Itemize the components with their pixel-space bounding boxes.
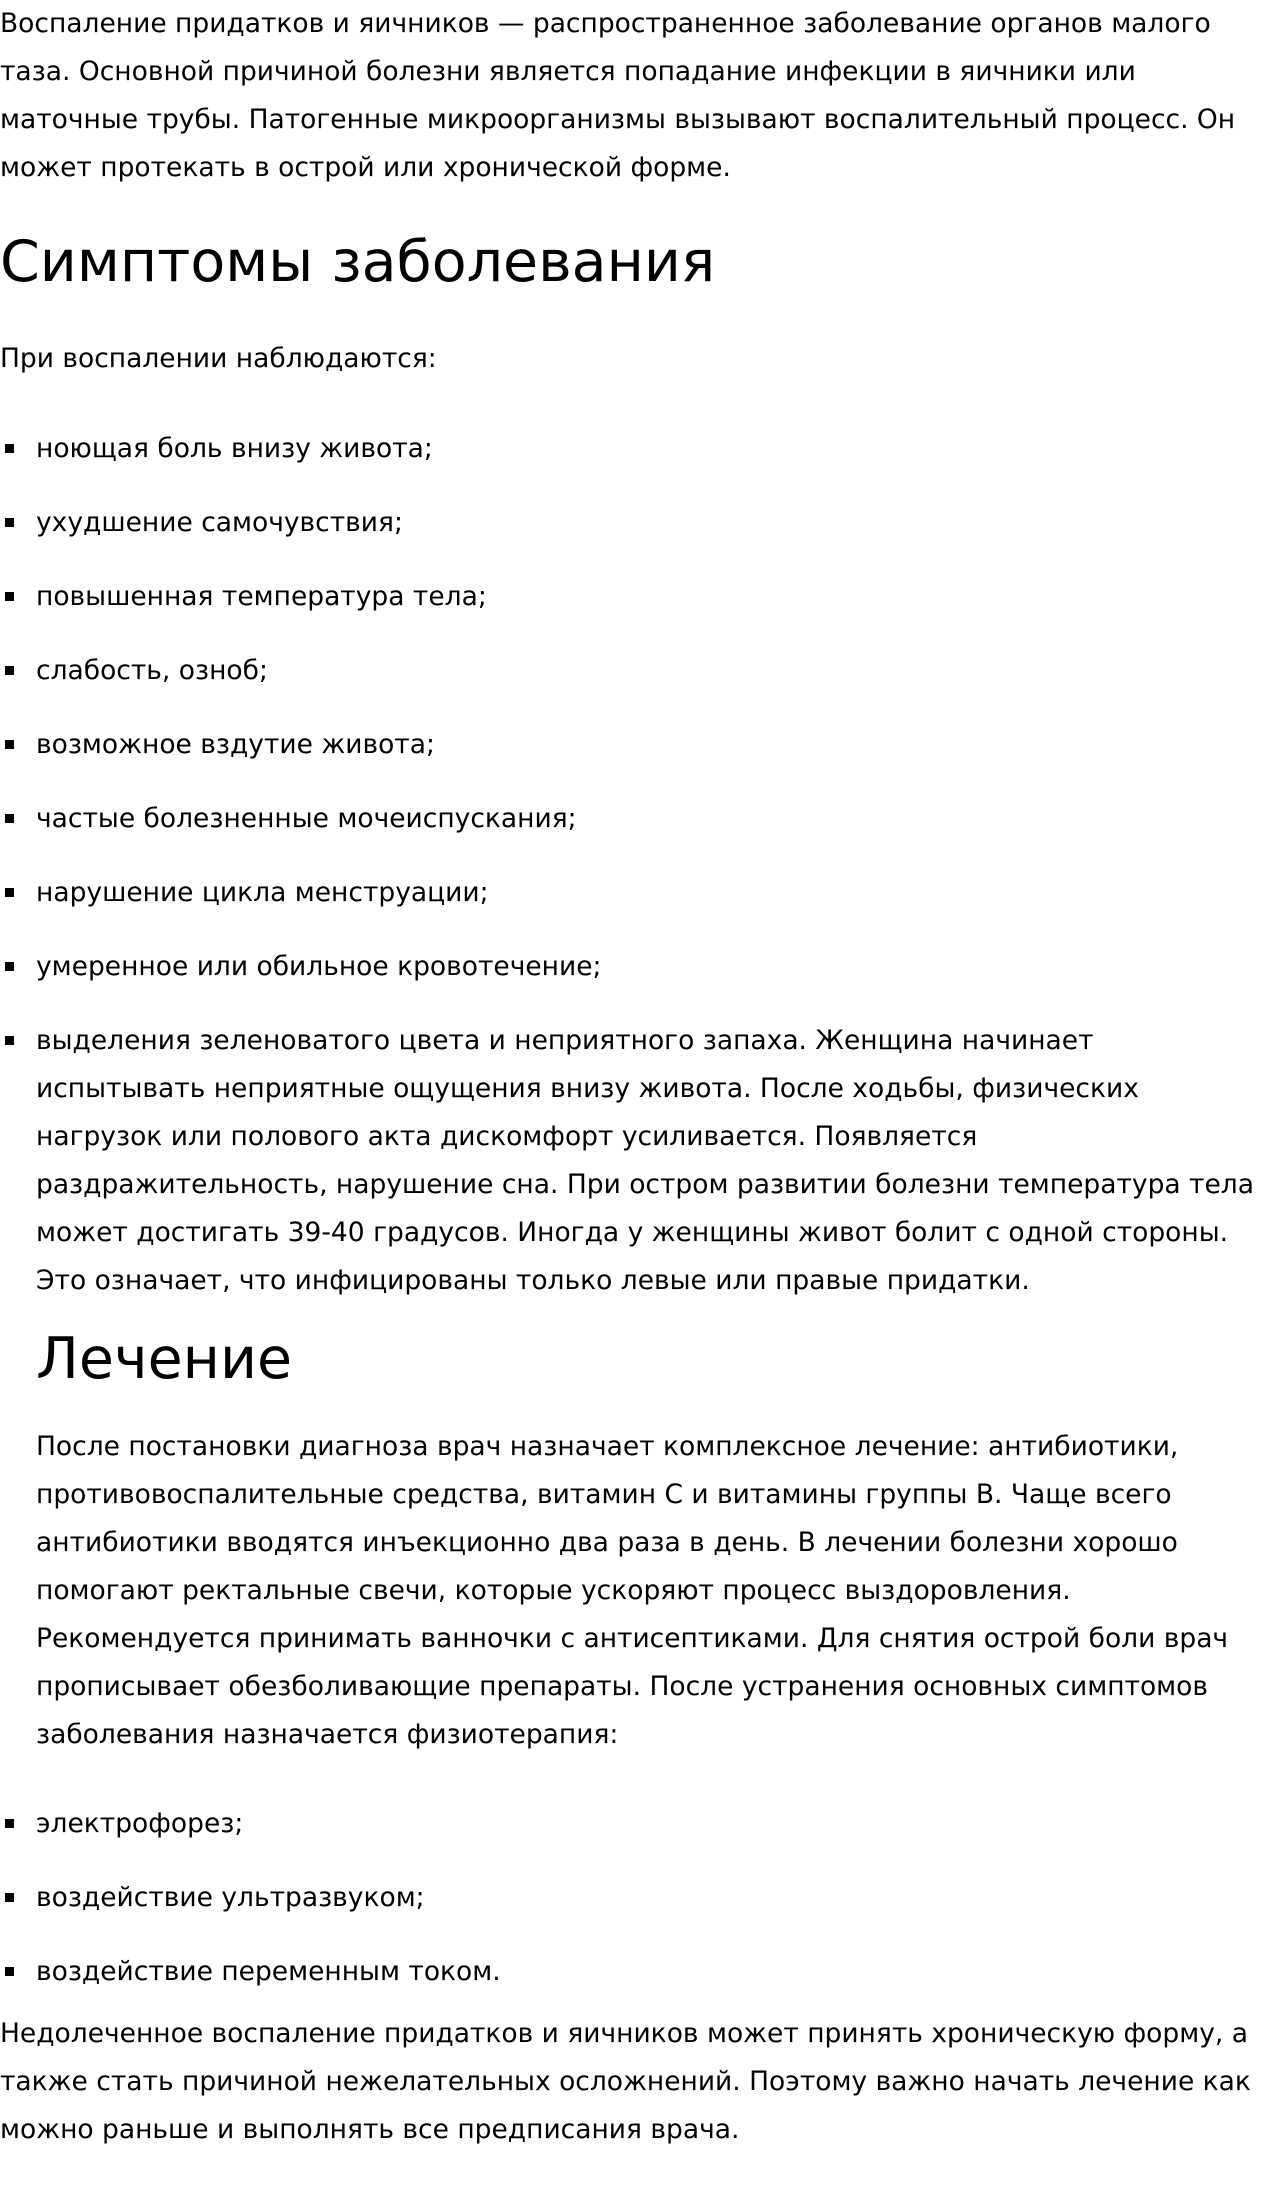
list-item <box>0 943 1270 991</box>
list-item-text: выделения зеленоватого цвета и неприятного запаха. Женщина начинает испытывать неприятные ощущения внизу живота. После ходьбы, физических нагрузок или полового акта дискомфорт усиливается. Появляется раздражительность, нарушение сна. При остром развитии болезни температура тела может достигать 39-40 градусов. Иногда у женщины живот болит с одной стороны. Это означает, что инфицированы только левые или правые придатки. <box>36 1025 1254 1296</box>
list-item-text: электрофорез; <box>36 1808 244 1839</box>
treatment-paragraph: После постановки диагноза врач назначает комплексное лечение: антибиотики, противовоспалительные средства, витамин С и витамины группы В. Чаще всего антибиотики вводятся инъекционно два раза в день. В лечении болезни хорошо помогают ректальные свечи, которые ускоряют процесс выздоровления. Рекомендуется принимать ванночки с антисептиками. Для снятия острой боли врач прописывает обезболивающие препараты. После устранения основных симптомов заболевания назначается физиотерапия: <box>36 1431 1229 1750</box>
bullet-square-icon <box>5 1967 14 1976</box>
bullet-square-icon <box>5 740 14 749</box>
list-item-text: повышенная температура тела; <box>36 581 487 612</box>
list-item-text: ухудшение самочувствия; <box>36 507 403 538</box>
bullet-square-icon <box>5 592 14 601</box>
list-item <box>0 869 1270 917</box>
bullet-square-icon <box>5 962 14 971</box>
list-item <box>0 1800 1270 1848</box>
list-item-text: воздействие переменным током. <box>36 1956 501 1987</box>
intro-paragraph: Воспаление придатков и яичников — распространенное заболевание органов малого таза. Основной причиной болезни является попадание инфекции в яичники или маточные трубы. Патогенные микроорганизмы вызывают воспалительный процесс. Он может протекать в острой или хронической форме. <box>0 8 1236 183</box>
symptoms-heading: Симптомы заболевания <box>0 229 716 295</box>
list-item <box>0 573 1270 621</box>
list-item <box>0 795 1270 843</box>
list-item <box>0 425 1270 473</box>
bullet-square-icon <box>5 444 14 453</box>
list-item-text: частые болезненные мочеиспускания; <box>36 803 577 834</box>
bullet-square-icon <box>5 518 14 527</box>
bullet-square-icon <box>5 666 14 675</box>
bullet-square-icon <box>5 888 14 897</box>
list-item <box>0 647 1270 695</box>
list-item-text: воздействие ультразвуком; <box>36 1882 425 1913</box>
list-item <box>0 499 1270 547</box>
bullet-square-icon <box>5 814 14 823</box>
bullet-square-icon <box>5 1036 14 1045</box>
list-item-text: умеренное или обильное кровотечение; <box>36 951 602 982</box>
bullet-square-icon <box>5 1819 14 1828</box>
list-item <box>0 1017 1270 1759</box>
list-item <box>0 1948 1270 1996</box>
conclusion-paragraph: Недолеченное воспаление придатков и яичников может принять хроническую форму, а также стать причиной нежелательных осложнений. Поэтому важно начать лечение как можно раньше и выполнять все предписания врача. <box>0 2018 1251 2145</box>
list-item-text: ноющая боль внизу живота; <box>36 433 433 464</box>
list-item <box>0 1874 1270 1922</box>
symptoms-lead: При воспалении наблюдаются: <box>0 343 437 374</box>
bullet-square-icon <box>5 1893 14 1902</box>
physiotherapy-list <box>0 1800 1270 2022</box>
symptoms-list <box>0 425 1270 1785</box>
treatment-section <box>36 1325 1270 1759</box>
list-item <box>0 721 1270 769</box>
list-item-text: возможное вздутие живота; <box>36 729 435 760</box>
treatment-heading: Лечение <box>36 1326 293 1392</box>
list-item-text: нарушение цикла менструации; <box>36 877 489 908</box>
list-item-text: слабость, озноб; <box>36 655 268 686</box>
